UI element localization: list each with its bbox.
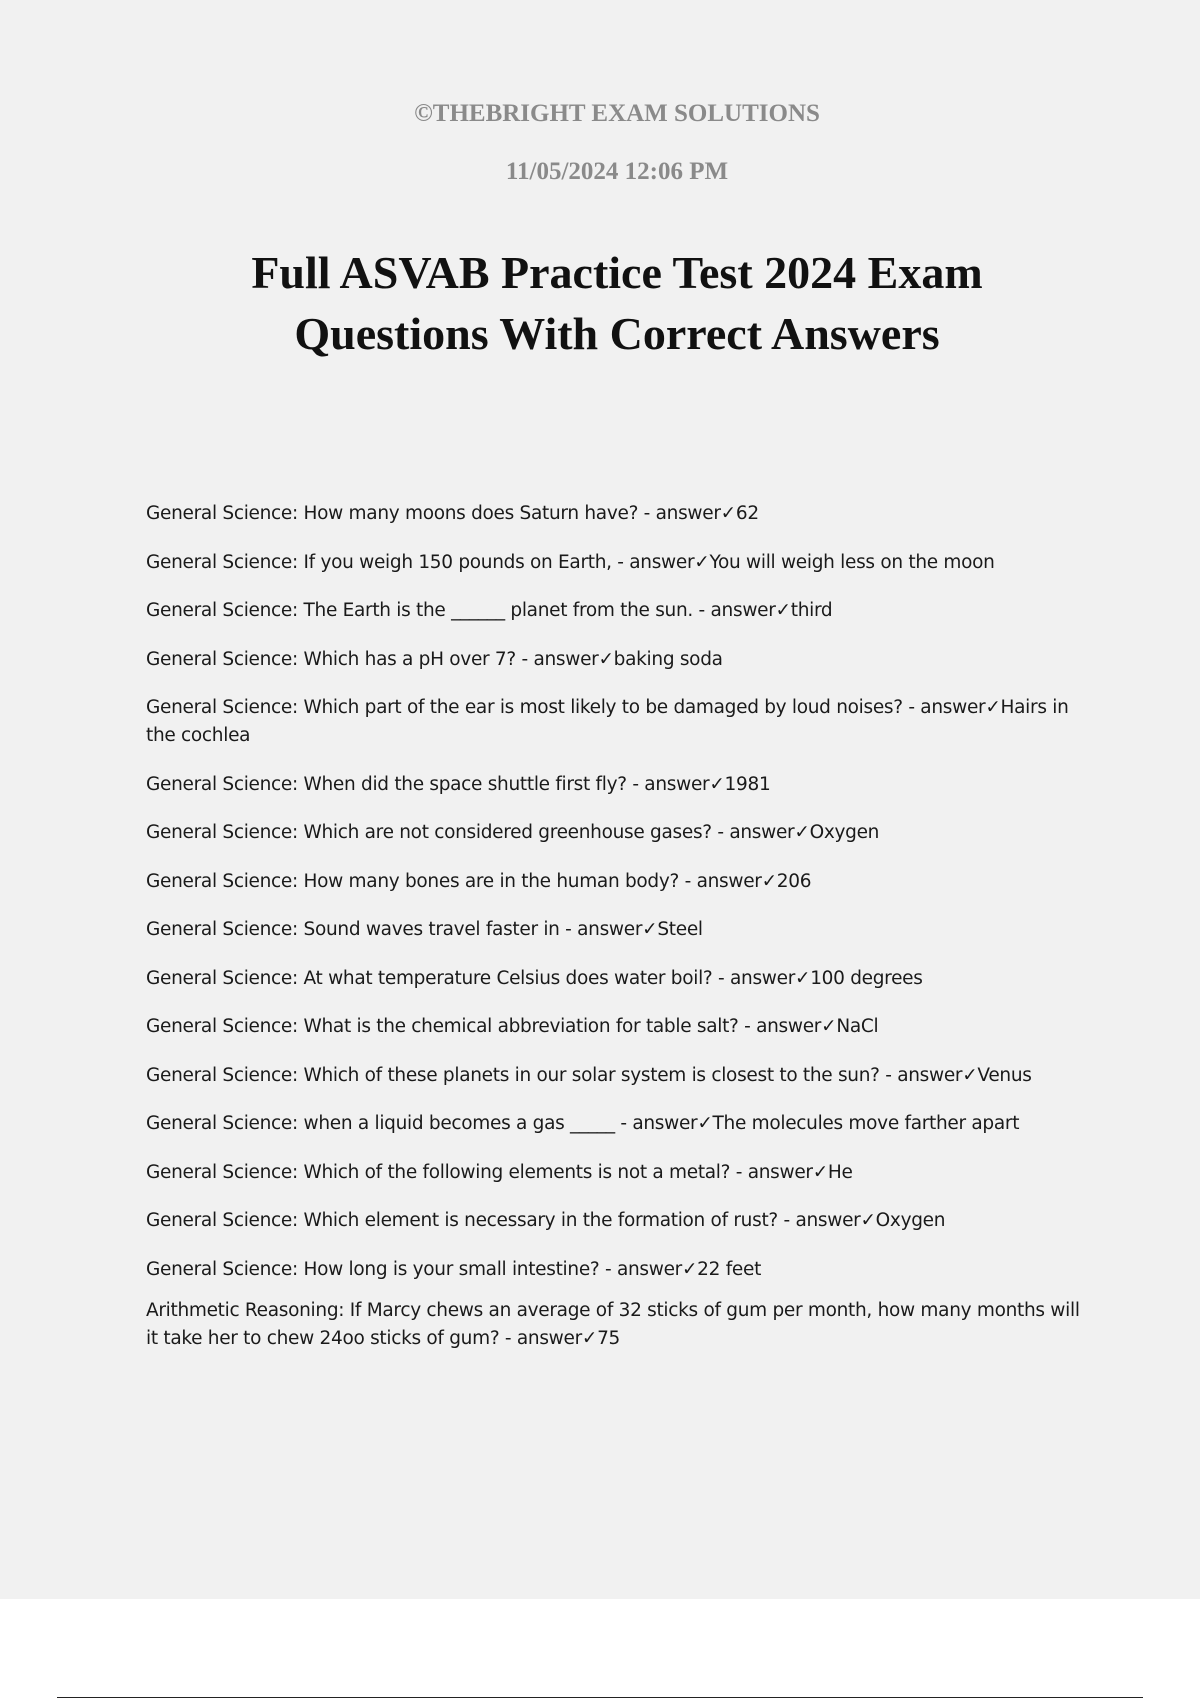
qa-item: General Science: The Earth is the ______ planet from the sun. - answer✓third (146, 600, 833, 621)
qa-item: General Science: Which of these planets in our solar system is closest to the sun? - answer✓Venus (146, 1064, 1032, 1086)
header-datetime: 11/05/2024 12:06 PM (505, 158, 729, 185)
qa-item: General Science: How long is your small intestine? - answer✓22 feet (146, 1258, 762, 1280)
company-header: ©THEBRIGHT EXAM SOLUTIONS (414, 100, 820, 127)
title-line-2: Questions With Correct Answers (294, 308, 940, 359)
qa-item: General Science: Which are not considered greenhouse gases? - answer✓Oxygen (146, 822, 880, 843)
qa-item: General Science: Which element is necessary in the formation of rust? - answer✓Oxygen (146, 1210, 946, 1231)
qa-item: General Science: when a liquid becomes a gas _____ - answer✓The molecules move farther apart (146, 1113, 1020, 1134)
page-title (0, 242, 1200, 364)
qa-item: General Science: Sound waves travel faster in - answer✓Steel (146, 919, 703, 940)
qa-item: General Science: If you weigh 150 pounds on Earth, - answer✓You will weigh less on the moon (146, 551, 995, 573)
qa-item: General Science: Which part of the ear is most likely to be damaged by loud noises? - answer✓Hairs in the cochlea (146, 697, 1069, 746)
qa-item: General Science: Which of the following elements is not a metal? - answer✓He (146, 1161, 853, 1183)
title-line-1: Full ASVAB Practice Test 2024 Exam (251, 247, 983, 298)
qa-item: General Science: When did the space shuttle first fly? - answer✓1981 (146, 773, 771, 795)
qa-item: General Science: How many moons does Saturn have? - answer✓62 (146, 503, 759, 524)
qa-item: General Science: What is the chemical abbreviation for table salt? - answer✓NaCl (146, 1016, 879, 1037)
qa-item: General Science: Which has a pH over 7? - answer✓baking soda (146, 648, 723, 670)
qa-item: General Science: How many bones are in the human body? - answer✓206 (146, 870, 812, 892)
qa-item: Arithmetic Reasoning: If Marcy chews an average of 32 sticks of gum per month, how many months will it take her to chew 24oo sticks of gum? - answer✓75 (146, 1299, 1080, 1349)
question-answer-list (146, 500, 1086, 1373)
footer-divider (57, 1697, 1143, 1698)
qa-item: General Science: At what temperature Celsius does water boil? - answer✓100 degrees (146, 967, 923, 989)
